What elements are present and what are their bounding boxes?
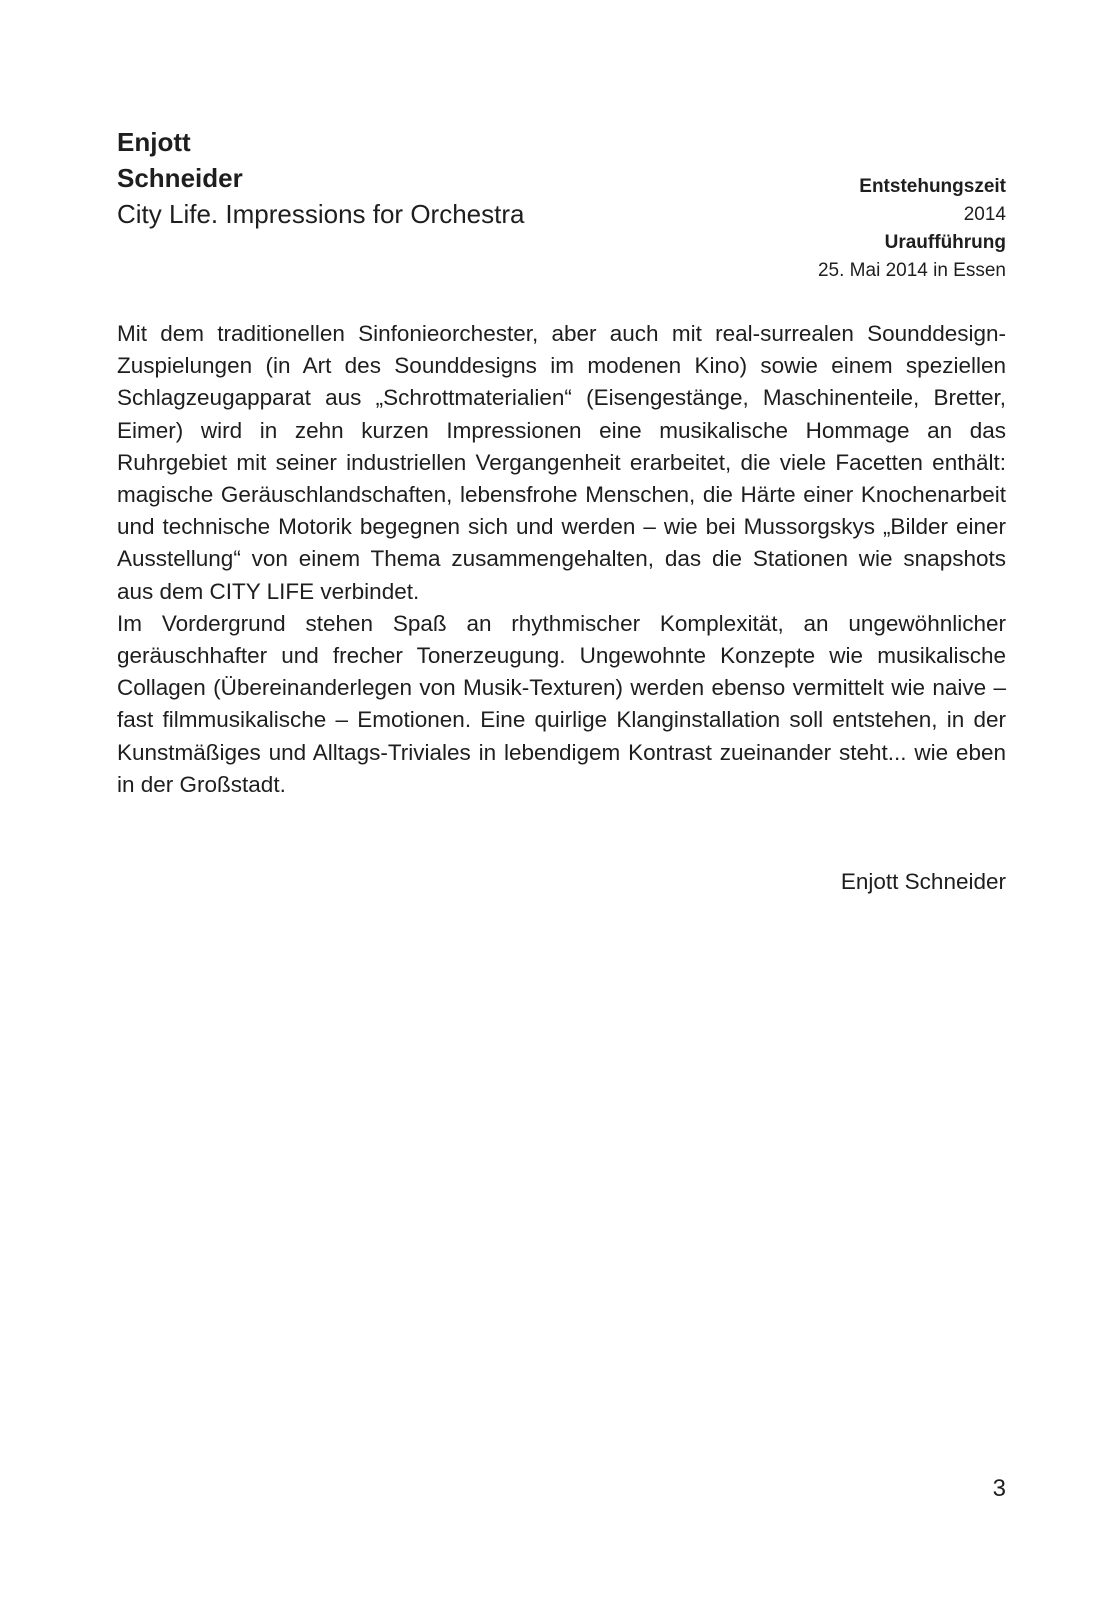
- work-title: City Life. Impressions for Orchestra: [117, 199, 525, 229]
- paragraph: Im Vordergrund stehen Spaß an rhythmischer Komplexität, an ungewöhnlicher geräuschhafter und frecher Tonerzeugung. Ungewohnte Konzepte wie musikalische Collagen (Übereinanderlegen von Musik-Texturen) werden ebenso vermittelt wie naive – fast filmmusikalische – Emotionen. Eine quirlige Klanginstallation soll entstehen, in der Kunstmäßiges und Alltags-Triviales in lebendigem Kontrast zueinander steht... wie eben in der Großstadt.: [117, 610, 1006, 797]
- author-signature: Enjott Schneider: [840, 869, 1006, 894]
- composition-date-value: 2014: [963, 204, 1006, 225]
- paragraph: Mit dem traditionellen Sinfonieorchester, aber auch mit real-surrealen Sounddesign-Zuspielungen (in Art des Sounddesigns im modenen Kino) sowie einem speziellen Schlagzeugapparat aus „Schrottmaterialien“ (Eisengestänge, Maschinenteile, Bretter, Eimer) wird in zehn kurzen Impressionen eine musikalische Hommage an das Ruhrgebiet mit seiner industriellen Vergangenheit erarbeitet, die viele Facetten enthält: magische Geräuschlandschaften, lebensfrohe Menschen, die Härte einer Knochenarbeit und technische Motorik begegnen sich und werden – wie bei Mussorgskys „Bilder einer Ausstellung“ von einem Thema zusammengehalten, das die Stationen wie snapshots aus dem CITY LIFE verbindet.: [117, 321, 1006, 604]
- composer-first-name: Enjott: [117, 127, 191, 157]
- composer-name: [117, 124, 243, 196]
- program-note-text: [117, 318, 1006, 801]
- composer-last-name: Schneider: [117, 163, 243, 193]
- premiere-value: 25. Mai 2014 in Essen: [817, 260, 1006, 281]
- page-number: 3: [992, 1475, 1006, 1502]
- work-metadata: [818, 173, 1006, 285]
- premiere-label: Uraufführung: [884, 232, 1006, 253]
- composition-date-label: Entstehungszeit: [859, 176, 1006, 197]
